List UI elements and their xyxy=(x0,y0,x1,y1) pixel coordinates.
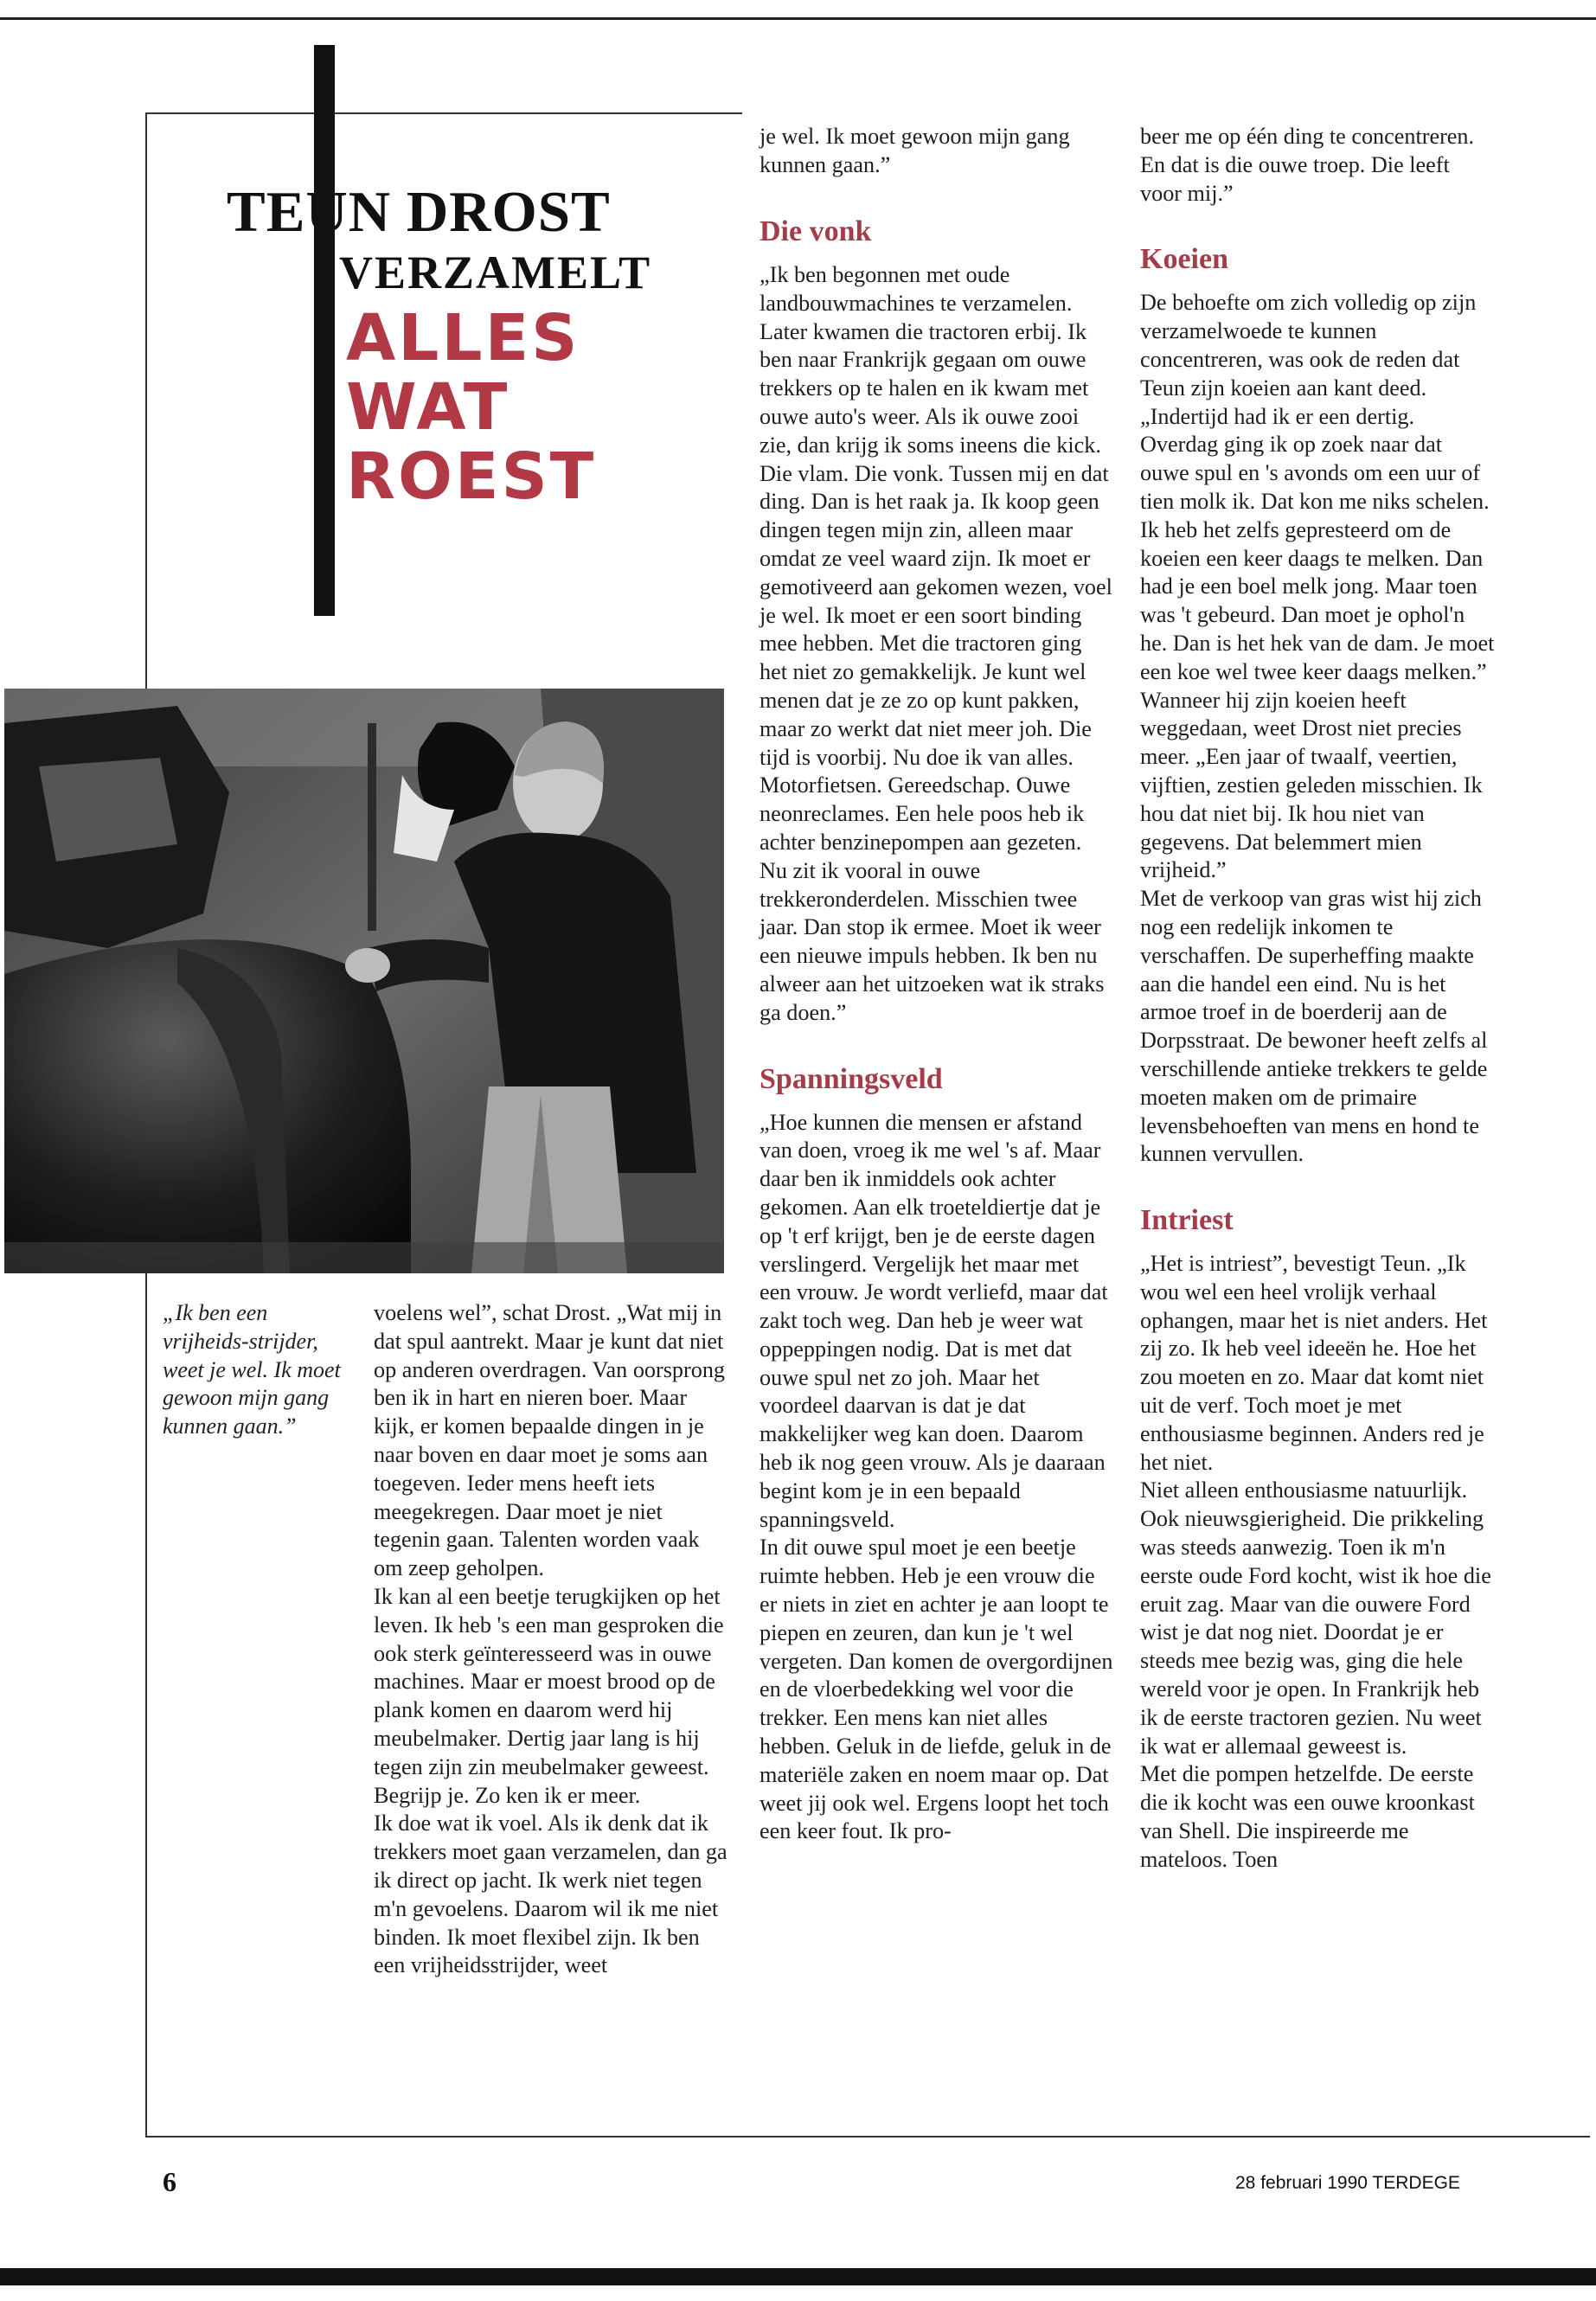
headline-word-roest: ROEST xyxy=(346,439,597,514)
frame-top-rule xyxy=(145,112,742,114)
paragraph-koeien-2: Wanneer hij zijn koeien heeft weggedaan, weet Drost niet precies meer. „Een jaar of twaalf, veertien, vijftien, zestien geleden misschien. Ik hou dat niet bij. Ik hou niet van gegevens. Dat belemmert mien vrijheid.” xyxy=(1140,687,1483,883)
paragraph-spanningsveld-2: In dit ouwe spul moet je een beetje ruimte hebben. Heb je een vrouw die er niets in ziet en achter je aan loopt te piepen en zeuren, dan kun je 't wel vergeten. Dan komen de overgordijnen en de vloerbedekking wel voor die trekker. Een mens kan niet alles hebben. Geluk in de liefde, geluk in de materiële zaken en noem maar op. Dat weet jij ook wel. Ergens loopt het toch een keer fout. Ik pro- xyxy=(760,1535,1113,1844)
paragraph-vrijheid: Ik doe wat ik voel. Als ik denk dat ik trekkers moet gaan verzamelen, dan ga ik direct op jacht. Ik werk niet tegen m'n gevoelens. Daarom wil ik me niet binden. Ik moet flexibel zijn. Ik ben een vrijheidsstrijder, weet xyxy=(374,1811,727,1978)
paragraph-gevoelens: voelens wel”, schat Drost. „Wat mij in dat spul aantrekt. Maar je kunt dat niet op anderen overdragen. Van oorsprong ben ik in hart en nieren boer. Maar kijk, er komen bepaalde dingen in je naar boven en daar moet je soms aan toegeven. Ieder mens heeft iets meegekregen. Daar moet je niet tegenin gaan. Talenten worden vaak om zeep geholpen. xyxy=(374,1300,726,1581)
paragraph-intriest-2: Niet alleen enthousiasme natuurlijk. Ook nieuwsgierigheid. Die prikkeling was steeds aanwezig. Toen ik m'n eerste oude Ford kocht, wist ik hoe die eruit zag. Maar van die ouwere Ford wist je dat nog niet. Doordat je er steeds mee bezig was, ging die hele wereld voor je open. In Frankrijk heb ik de eerste tractoren gezien. Nu weet ik wat er allemaal geweest is. xyxy=(1140,1477,1491,1759)
column-2 xyxy=(760,215,1114,1846)
subhead-intriest: Intriest xyxy=(1140,1204,1234,1237)
paragraph-koeien-3: Met de verkoop van gras wist hij zich nog een redelijk inkomen te verschaffen. De superheffing maakte aan die handel een eind. Nu is het armoe troef in de boerderij aan de Dorpsstraat. De bewoner heeft zelfs al verschillende antieke trekkers te gelde moeten maken om de primaire levensbehoeften van mens en hond te kunnen vervullen. xyxy=(1140,886,1488,1167)
frame-bottom-rule xyxy=(145,2136,1590,2138)
col2-intro-text: je wel. Ik moet gewoon mijn gang kunnen gaan.” xyxy=(760,124,1070,177)
footer-publication: 28 februari 1990 TERDEGE xyxy=(1235,2173,1460,2193)
portrait-photo xyxy=(4,689,724,1273)
column-3 xyxy=(1140,123,1495,1875)
pull-quote: „Ik ben een vrijheids-strijder, weet je wel. Ik moet gewoon mijn gang kunnen gaan.” xyxy=(163,1300,341,1439)
headline-name: TEUN DROST xyxy=(227,180,611,244)
top-rule xyxy=(0,17,1596,20)
subhead-spanningsveld: Spanningsveld xyxy=(760,1062,943,1095)
column-1-lower xyxy=(374,1299,728,1980)
column-2-top xyxy=(760,123,1106,180)
paragraph-koeien-1: De behoefte om zich volledig op zijn verzamelwoede te kunnen concentreren, was ook de reden dat Teun zijn koeien aan kant deed. „Indertijd had ik er een dertig. Overdag ging ik op zoek naar dat ouwe spul en 's avonds om een uur of tien molk ik. Dat kon me niks schelen. Ik heb het zelfs gepresteerd om de koeien een keer daags te melken. Dan had je een boel melk jong. Maar toen was 't gebeurd. Dan moet je ophol'n he. Dan is het hek van de dam. Je moet een koe wel twee keer daags melken.” xyxy=(1140,290,1495,684)
headline-word-wat: WAT xyxy=(346,369,510,445)
headline-word-alles: ALLES xyxy=(346,301,580,375)
title-vertical-bar xyxy=(314,45,335,616)
paragraph-die-vonk: „Ik ben begonnen met oude landbouwmachines te verzamelen. Later kwamen die tractoren erbij. Ik ben naar Frankrijk gegaan om ouwe trekkers op te halen en ik kwam met ouwe auto's weer. Als ik ouwe zooi zie, dan krijg ik soms ineens die kick. Die vlam. Die vonk. Tussen mij en dat ding. Dan is het raak ja. Ik koop geen dingen tegen mijn zin, alleen maar omdat ze veel waard zijn. Ik moet er gemotiveerd aan gekomen wezen, voel je wel. Ik moet er een soort binding mee hebben. Met die tractoren ging het niet zo gemakkelijk. Je kunt wel menen dat je ze zo op kunt pakken, maar zo werkt dat niet meer joh. Die tijd is voorbij. Nu doe ik van alles. Motorfietsen. Gereedschap. Ouwe neonreclames. Een hele poos heb ik achter benzinepompen aan gezeten. Nu zit ik vooral in ouwe trekkeronderdelen. Misschien twee jaar. Dan stop ik ermee. Moet ik weer een nieuwe impuls hebben. Ik ben nu alweer aan het uitzoeken wat ik straks ga doen.” xyxy=(760,262,1112,1025)
col3-intro-text: beer me op één ding te concentreren. En dat is die ouwe troep. Die leeft voor mij.” xyxy=(1140,124,1475,206)
page-number: 6 xyxy=(163,2166,176,2197)
paragraph-meubelmaker: Ik kan al een beetje terugkijken op het leven. Ik heb 's een man gesproken die ook sterk geïnteresseerd was in ouwe machines. Maar er moest brood op de plank komen en daarom werd hij meubelmaker. Dertig jaar lang is hij tegen zijn zin meubelmaker geweest. Begrijp je. Zo ken ik er meer. xyxy=(374,1583,724,1808)
paragraph-spanningsveld-1: „Hoe kunnen die mensen er afstand van doen, vroeg ik me wel 's af. Maar daar ben ik inmiddels ook achter gekomen. Aan elk troeteldiertje dat je op 't erf krijgt, ben je de eerste dagen verslingerd. Vergelijk het maar met een vrouw. Je wordt verliefd, maar dat zakt toch weg. Dan heb je weer wat oppeppingen nodig. Dat is met dat ouwe spul net zo joh. Maar het voordeel daarvan is dat je dat makkelijker weg kan doen. Daarom heb ik nog geen vrouw. Als je daaraan begint kom je in een bepaald spanningsveld. xyxy=(760,1109,1108,1532)
subhead-koeien: Koeien xyxy=(1140,243,1228,276)
headline-verb: VERZAMELT xyxy=(339,247,652,298)
bottom-band xyxy=(0,2268,1596,2285)
paragraph-intriest-1: „Het is intriest”, bevestigt Teun. „Ik wou wel een heel vrolijk verhaal ophangen, maar het is niet anders. Het zij zo. Ik heb veel ideeën he. Hoe het zou moeten en zo. Maar dat komt niet uit de verf. Toch moet je met enthousiasme beginnen. Anders red je het niet. xyxy=(1140,1251,1488,1475)
subhead-die-vonk: Die vonk xyxy=(760,215,872,247)
headline-stencil xyxy=(346,301,597,514)
paragraph-intriest-3: Met die pompen hetzelfde. De eerste die ik kocht was een ouwe kroonkast van Shell. Die inspireerde me mateloos. Toen xyxy=(1140,1761,1475,1872)
